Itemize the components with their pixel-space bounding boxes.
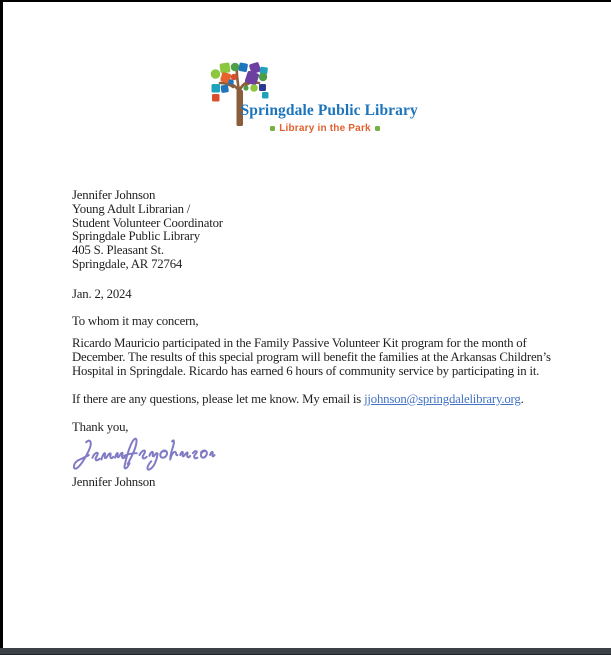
library-logo [210, 62, 418, 138]
tagline-text: Library in the Park [279, 123, 371, 134]
closing-prefix: If there are any questions, please let me know. My email is [72, 391, 365, 406]
letter-body [72, 189, 554, 490]
sender-org: Springdale Public Library [72, 229, 200, 244]
window-edge-left [0, 0, 3, 655]
sender-street: 405 S. Pleasant St. [72, 243, 164, 258]
tagline [241, 123, 410, 134]
body-paragraph [72, 337, 554, 378]
sender-name: Jennifer Johnson [72, 188, 156, 202]
sender-title-1: Young Adult Librarian / [72, 201, 191, 216]
sender-city: Springdale, AR 72764 [72, 256, 183, 271]
handwritten-signature [68, 436, 220, 474]
email-link[interactable]: jjohnson@springdalelibrary.org [364, 391, 521, 406]
body-line-2: December. The results of this special program will benefit the families at the Arkansas Children’s [72, 350, 551, 365]
tagline-dot-icon [375, 126, 380, 131]
window-edge-top [0, 0, 611, 2]
tagline-dot-icon [270, 126, 275, 131]
sender-block [72, 189, 554, 272]
letterhead [0, 62, 611, 138]
closing-suffix: . [520, 391, 524, 406]
closing-sentence [72, 393, 554, 407]
org-name: Springdale Public Library [240, 102, 418, 119]
sender-title-2: Student Volunteer Coordinator [72, 215, 223, 230]
salutation: To whom it may concern, [72, 313, 199, 328]
body-line-1: Ricardo Mauricio participated in the Family Passive Volunteer Kit program for the month of [72, 336, 527, 351]
typed-signature-name: Jennifer Johnson [72, 475, 156, 490]
valediction: Thank you, [72, 419, 129, 434]
letter-date: Jan. 2, 2024 [72, 286, 132, 301]
body-line-3: Hospital in Springdale. Ricardo has earned 6 hours of community service by participating in it. [72, 363, 540, 378]
